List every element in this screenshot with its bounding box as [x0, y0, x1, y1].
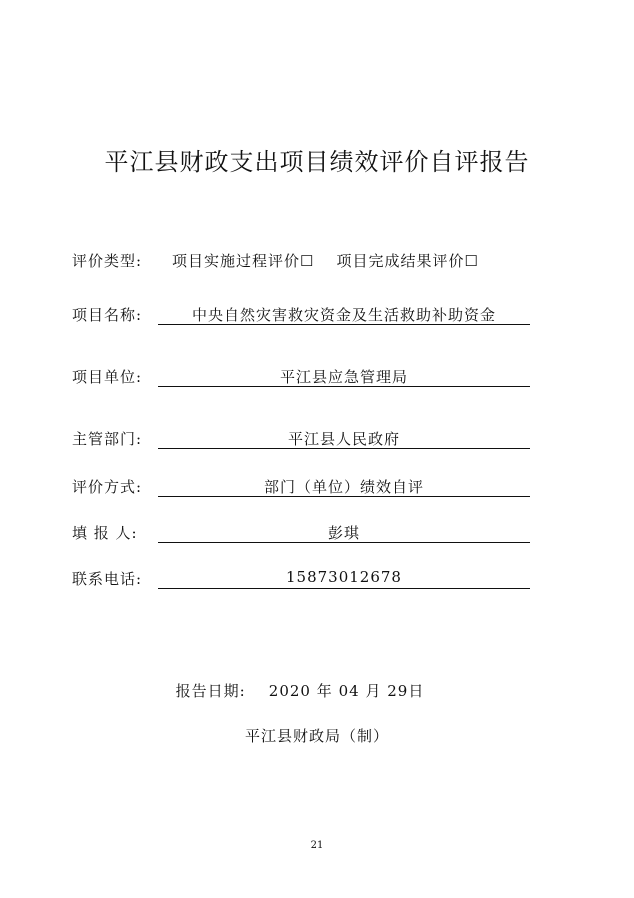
page-number: 21: [310, 840, 324, 851]
reporter-label: 填 报 人:: [72, 524, 138, 542]
report-date-label: 报告日期:: [175, 682, 246, 700]
project-unit-value: 平江县应急管理局: [158, 366, 530, 387]
eval-type-option-result[interactable]: 项目完成结果评价☐: [336, 252, 479, 270]
report-date: [0, 680, 600, 701]
project-name-value: 中央自然灾害救灾资金及生活救助补助资金: [158, 304, 530, 325]
eval-type-options: [172, 250, 479, 271]
report-title: 平江县财政支出项目绩效评价自评报告: [104, 148, 530, 176]
eval-method-label: 评价方式:: [72, 478, 143, 496]
project-name-label: 项目名称:: [72, 306, 143, 324]
supervisor-label: 主管部门:: [72, 430, 143, 448]
issuer: 平江县财政局（制）: [244, 727, 389, 745]
eval-type-option-process[interactable]: 项目实施过程评价☐: [172, 252, 315, 270]
project-unit-label: 项目单位:: [72, 368, 143, 386]
supervisor-value: 平江县人民政府: [158, 428, 530, 449]
reporter-value: 彭琪: [158, 522, 530, 543]
report-date-day: 29: [387, 682, 409, 700]
eval-type-label: 评价类型:: [72, 252, 143, 270]
report-date-year-unit: 年: [316, 682, 333, 700]
phone-label: 联系电话:: [72, 570, 143, 588]
report-date-month: 04: [338, 682, 360, 700]
report-date-day-unit: 日: [408, 682, 425, 700]
report-date-month-unit: 月: [365, 682, 382, 700]
report-date-year: 2020: [268, 682, 311, 700]
eval-method-value: 部门（单位）绩效自评: [158, 476, 530, 497]
phone-value: 15873012678: [158, 568, 530, 589]
